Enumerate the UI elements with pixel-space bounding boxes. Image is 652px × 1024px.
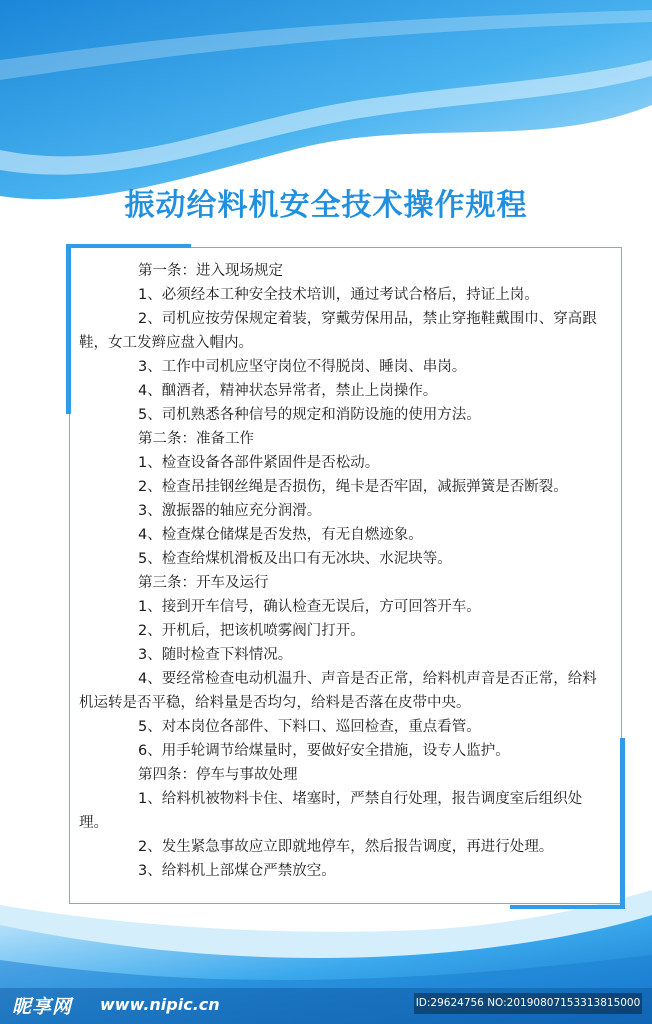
- rule-item: 3、激振器的轴应充分润滑。: [138, 503, 322, 519]
- rule-item: 1、检查设备各部件紧固件是否松动。: [138, 455, 380, 471]
- rule-item: 2、检查吊挂钢丝绳是否损伤，绳卡是否牢固，减振弹簧是否断裂。: [138, 479, 568, 495]
- rule-item: 5、司机熟悉各种信号的规定和消防设施的使用方法。: [138, 407, 481, 423]
- rule-item: 4、酗酒者，精神状态异常者，禁止上岗操作。: [138, 383, 438, 399]
- page-title: 振动给料机安全技术操作规程: [124, 188, 528, 223]
- section-heading: 第四条：停车与事故处理: [138, 767, 298, 783]
- rule-item: 1、给料机被物料卡住、堵塞时，严禁自行处理，报告调度室后组织处理。: [79, 791, 583, 831]
- rule-item: 2、司机应按劳保规定着装，穿戴劳保用品，禁止穿拖鞋戴围巾、穿高跟鞋，女工发辫应盘入帽内。: [79, 311, 597, 351]
- section-heading: 第二条：准备工作: [138, 431, 254, 447]
- rule-item: 4、要经常检查电动机温升、声音是否正常，给料机声音是否正常，给料机运转是否平稳，给料量是否均匀，给料是否落在皮带中央。: [79, 671, 597, 711]
- corner-accent-top-left: [66, 244, 71, 414]
- rule-item: 3、工作中司机应坚守岗位不得脱岗、睡岗、串岗。: [138, 359, 467, 375]
- watermark-logo: 昵享网: [12, 996, 73, 1018]
- rule-item: 3、给料机上部煤仓严禁放空。: [138, 863, 336, 879]
- rule-item: 6、用手轮调节给煤量时，要做好安全措施，设专人监护。: [138, 743, 510, 759]
- rule-item: 1、必须经本工种安全技术培训，通过考试合格后，持证上岗。: [138, 287, 539, 303]
- watermark-id: ID:29624756 NO:20190807153313815000: [414, 993, 642, 1014]
- section-heading: 第三条：开车及运行: [138, 575, 269, 591]
- rule-item: 5、对本岗位各部件、下料口、巡回检查，重点看管。: [138, 719, 481, 735]
- rule-item: 1、接到开车信号，确认检查无误后，方可回答开车。: [138, 599, 481, 615]
- corner-accent-bottom-right-horizontal: [510, 905, 625, 909]
- rule-item: 5、检查给煤机滑板及出口有无冰块、水泥块等。: [138, 551, 452, 567]
- section-heading: 第一条：进入现场规定: [138, 263, 283, 279]
- rules-text: [79, 259, 606, 883]
- rule-item: 2、发生紧急事故应立即就地停车，然后报告调度，再进行处理。: [138, 839, 554, 855]
- watermark-site: www.nipic.cn: [100, 995, 220, 1014]
- rule-item: 4、检查煤仓储煤是否发热，有无自燃迹象。: [138, 527, 423, 543]
- rule-item: 2、开机后，把该机喷雾阀门打开。: [138, 623, 365, 639]
- rule-item: 3、随时检查下料情况。: [138, 647, 293, 663]
- corner-accent-top-left-horizontal: [66, 244, 191, 248]
- corner-accent-bottom-right: [620, 738, 625, 909]
